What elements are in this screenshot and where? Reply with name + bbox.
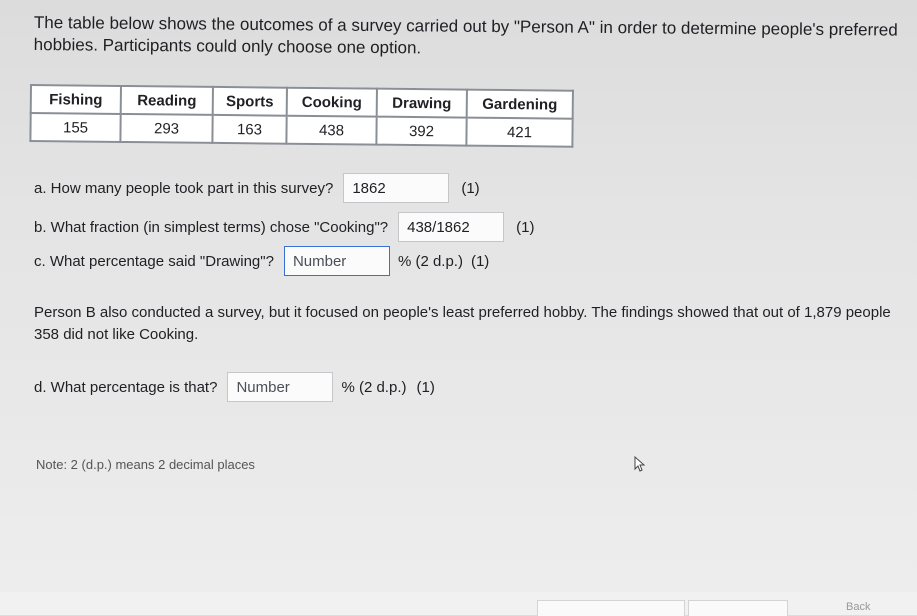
answer-a-input[interactable]: 1862: [343, 173, 449, 203]
question-a: [34, 173, 480, 203]
cell-gardening: 421: [466, 118, 572, 147]
question-d: [34, 372, 435, 402]
answer-b-input[interactable]: 438/1862: [398, 212, 504, 242]
question-a-text: a. How many people took part in this survey?: [34, 179, 334, 197]
answer-d-input[interactable]: Number: [227, 372, 333, 402]
question-c-unit: % (2 d.p.): [397, 252, 463, 270]
question-c-text: c. What percentage said "Drawing"?: [34, 252, 274, 270]
table-row: [30, 113, 572, 147]
footer-button-1[interactable]: [537, 600, 685, 616]
question-c-marks: (1): [470, 252, 490, 270]
intro-text: The table below shows the outcomes of a survey carried out by "Person A" in order to determine people's preferred hobbies. Participants could only choose one option.: [33, 12, 898, 58]
mouse-cursor-icon: [634, 456, 646, 472]
cell-cooking: 438: [286, 116, 376, 145]
question-d-unit: % (2 d.p.): [341, 378, 407, 396]
cell-sports: 163: [212, 115, 286, 144]
question-b-text: b. What fraction (in simplest terms) chose "Cooking"?: [34, 218, 389, 236]
header-sports: Sports: [213, 87, 287, 116]
cell-fishing: 155: [30, 113, 120, 142]
survey-results-table: [29, 84, 574, 148]
question-c: [34, 246, 489, 276]
footer-button-2[interactable]: [688, 600, 788, 616]
header-cooking: Cooking: [287, 88, 377, 117]
decimal-places-note: Note: 2 (d.p.) means 2 decimal places: [36, 457, 255, 472]
header-reading: Reading: [121, 86, 213, 115]
question-d-text: d. What percentage is that?: [34, 378, 218, 396]
cell-drawing: 392: [376, 117, 466, 146]
header-drawing: Drawing: [377, 89, 467, 118]
question-b: [34, 212, 534, 242]
cell-reading: 293: [120, 114, 212, 143]
header-gardening: Gardening: [467, 90, 573, 119]
question-d-marks: (1): [416, 378, 435, 396]
header-fishing: Fishing: [31, 85, 121, 114]
back-button[interactable]: Back: [846, 601, 871, 613]
question-a-marks: (1): [461, 179, 480, 197]
person-b-paragraph: Person B also conducted a survey, but it focused on people's least preferred hobby. The findings showed that out of 1,879 people 358 did not like Cooking.: [34, 304, 891, 343]
answer-c-input[interactable]: Number: [284, 246, 390, 276]
question-b-marks: (1): [516, 218, 535, 236]
